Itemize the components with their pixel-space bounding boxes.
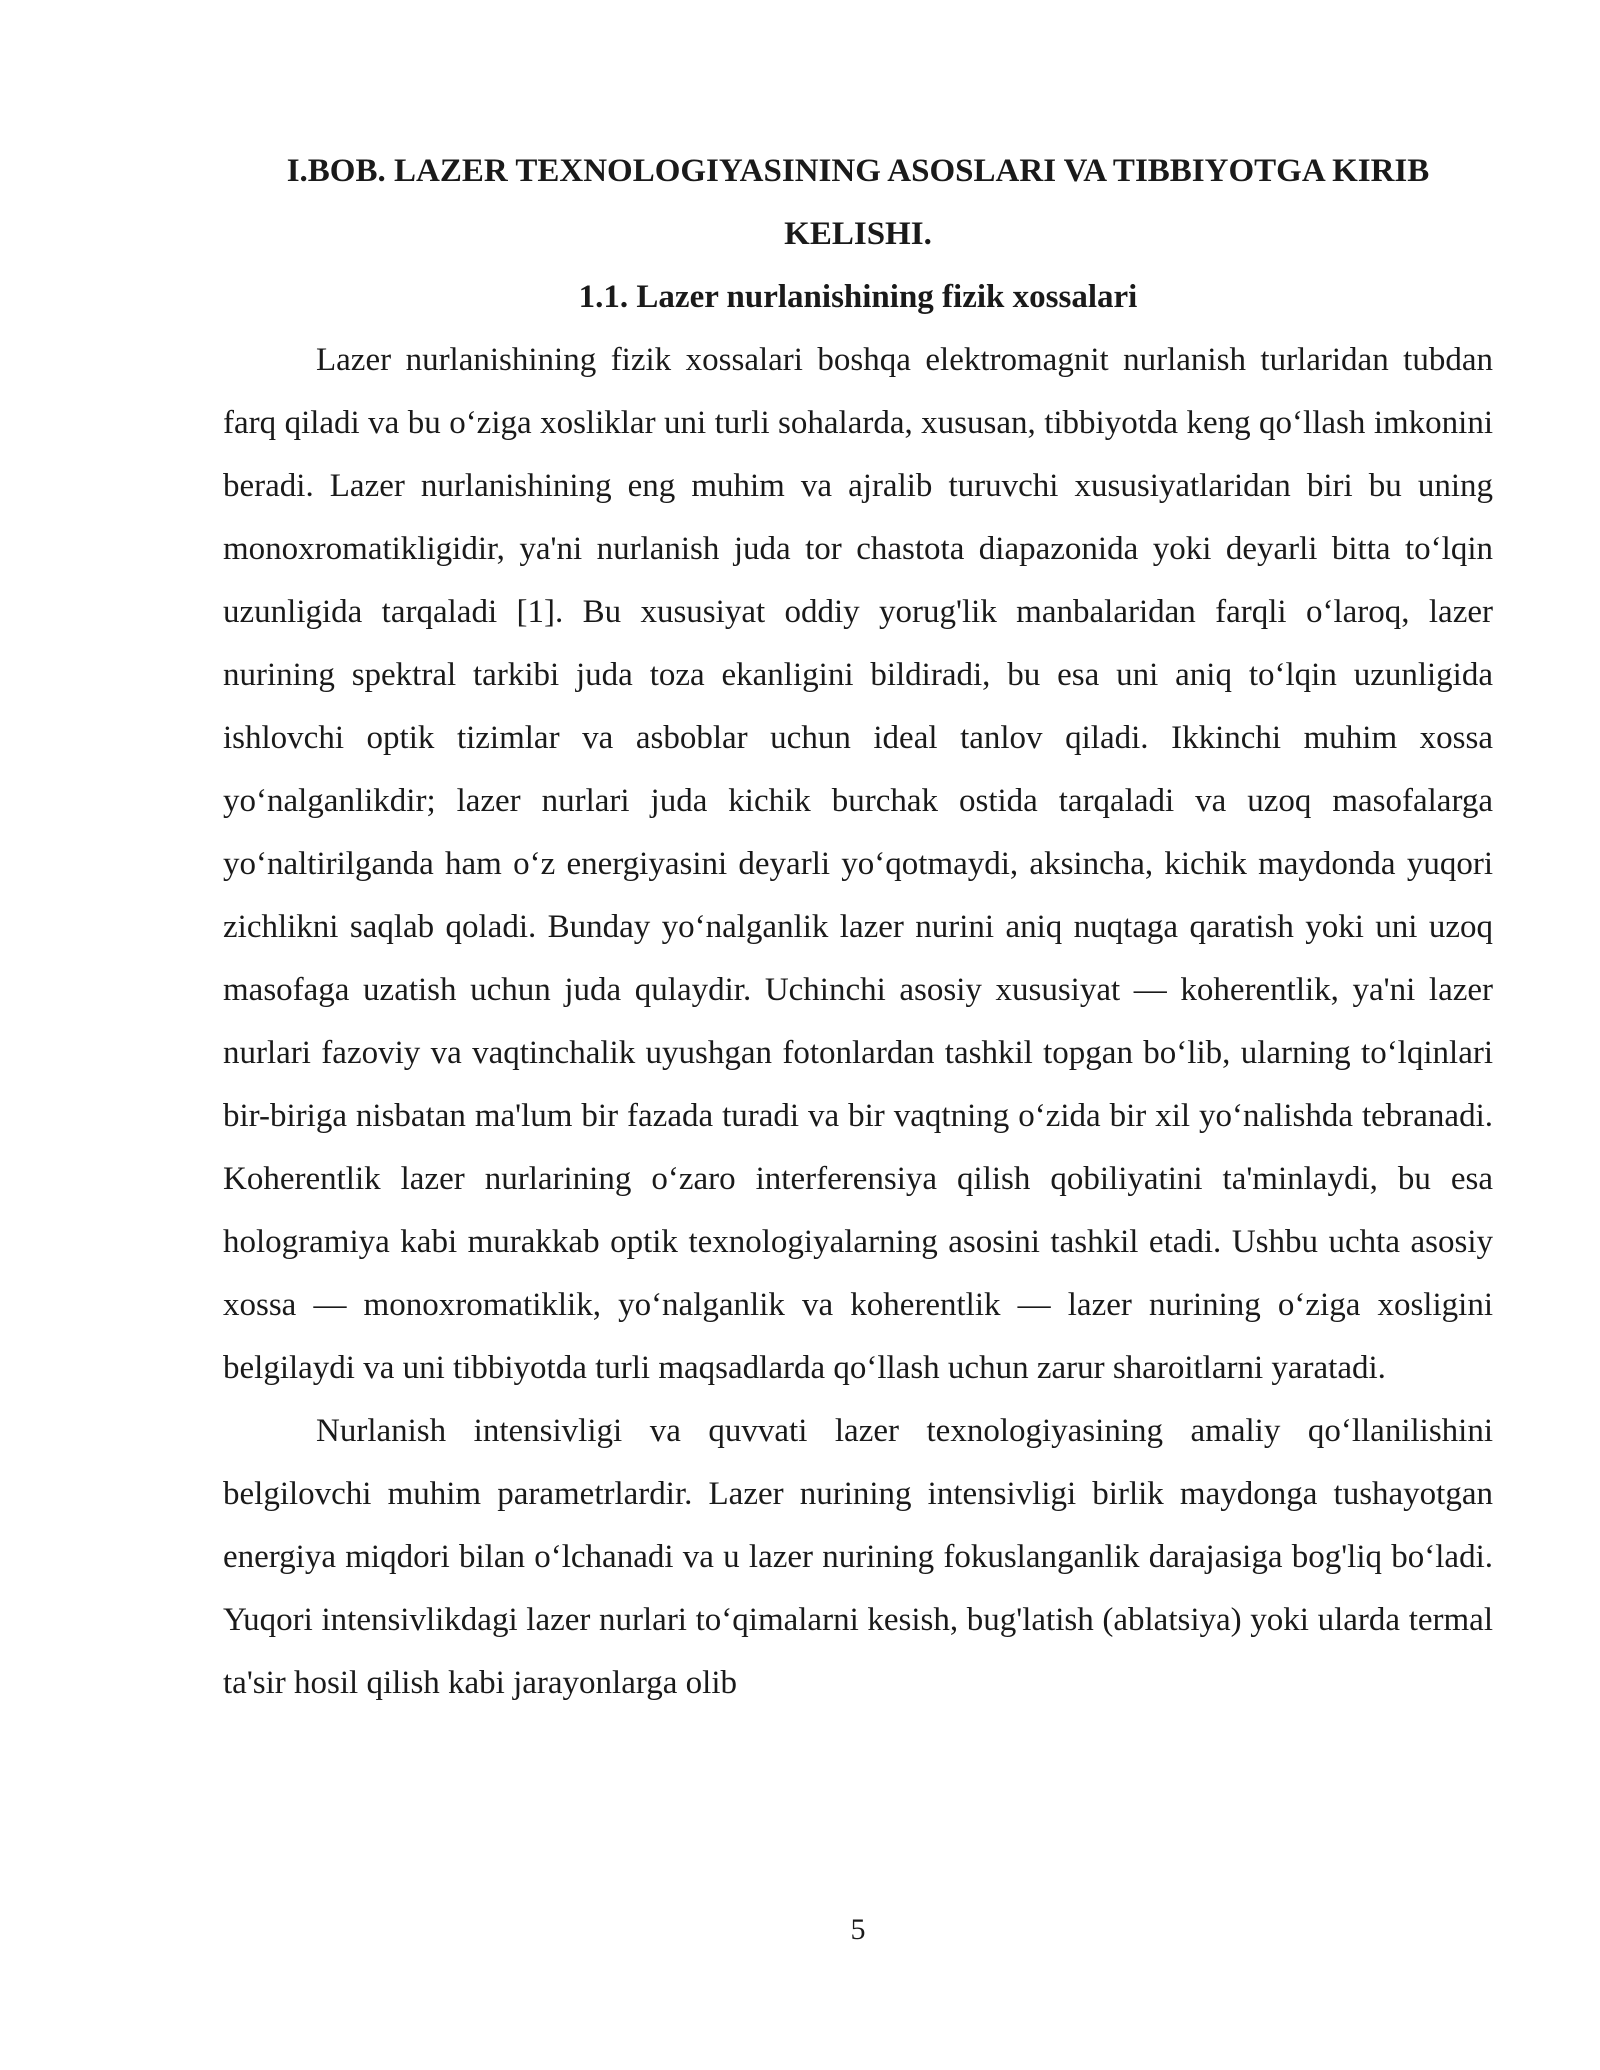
section-title: 1.1. Lazer nurlanishining fizik xossalari: [578, 279, 1138, 315]
body-paragraph-2: Nurlanish intensivligi va quvvati lazer texnologiyasining amaliy qo‘llanilishini belgilovchi muhim parametrlardir. Lazer nurining intensivligi birlik maydonga tushayotgan energiya miqdori bilan o‘lchanadi va u lazer nurining fokuslanganlik darajasiga bog'liq bo‘ladi. Yuqori intensivlikdagi lazer nurlari to‘qimalarni kesish, bug'latish (ablatsiya) yoki ularda termal ta'sir hosil qilish kabi jarayonlarga olib: [223, 1413, 1493, 1701]
chapter-title: I.BOB. LAZER TEXNOLOGIYASINING ASOSLARI VA TIBBIYOTGA KIRIB KELISHI.: [286, 153, 1430, 252]
body-paragraph-1: Lazer nurlanishining fizik xossalari boshqa elektromagnit nurlanish turlaridan tubdan farq qiladi va bu o‘ziga xosliklar uni turli sohalarda, xususan, tibbiyotda keng qo‘llash imkonini beradi. Lazer nurlanishining eng muhim va ajralib turuvchi xususiyatlaridan biri bu uning monoxromatikligidir, ya'ni nurlanish juda tor chastota diapazonida yoki deyarli bitta to‘lqin uzunligida tarqaladi [1]. Bu xususiyat oddiy yorug'lik manbalaridan farqli o‘laroq, lazer nurining spektral tarkibi juda toza ekanligini bildiradi, bu esa uni aniq to‘lqin uzunligida ishlovchi optik tizimlar va asboblar uchun ideal tanlov qiladi. Ikkinchi muhim xossa yo‘nalganlikdir; lazer nurlari juda kichik burchak ostida tarqaladi va uzoq masofalarga yo‘naltirilganda ham o‘z energiyasini deyarli yo‘qotmaydi, aksincha, kichik maydonda yuqori zichlikni saqlab qoladi. Bunday yo‘nalganlik lazer nurini aniq nuqtaga qaratish yoki uni uzoq masofaga uzatish uchun juda qulaydir. Uchinchi asosiy xususiyat — koherentlik, ya'ni lazer nurlari fazoviy va vaqtinchalik uyushgan fotonlardan tashkil topgan bo‘lib, ularning to‘lqinlari bir-biriga nisbatan ma'lum bir fazada turadi va bir vaqtning o‘zida bir xil yo‘nalishda tebranadi. Koherentlik lazer nurlarining o‘zaro interferensiya qilish qobiliyatini ta'minlaydi, bu esa hologramiya kabi murakkab optik texnologiyalarning asosini tashkil etadi. Ushbu uchta asosiy xossa — monoxromatiklik, yo‘nalganlik va koherentlik — lazer nurining o‘ziga xosligini belgilaydi va uni tibbiyotda turli maqsadlarda qo‘llash uchun zarur sharoitlarni yaratadi.: [223, 342, 1493, 1386]
page-number: 5: [850, 1913, 866, 1946]
document-page: [223, 140, 1493, 1715]
